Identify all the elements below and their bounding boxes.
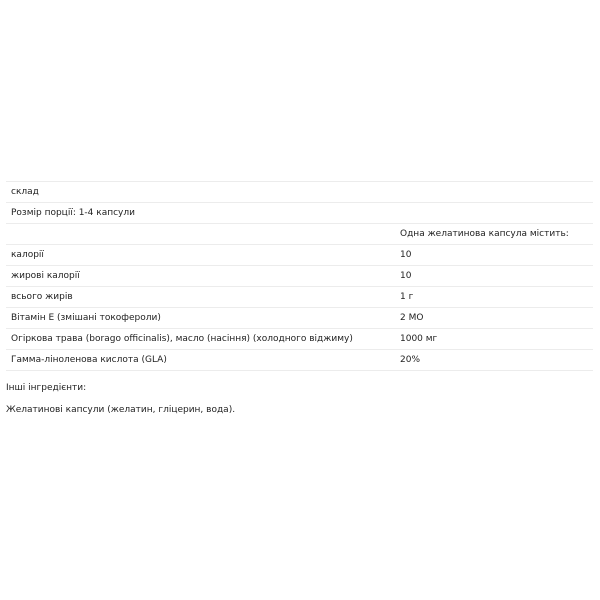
nutrient-value: 10 <box>395 245 593 266</box>
table-row <box>6 266 593 287</box>
nutrient-value: 1000 мг <box>395 329 593 350</box>
nutrient-name: калорії <box>6 245 395 266</box>
nutrient-name: Гамма-ліноленова кислота (GLA) <box>6 350 395 371</box>
nutrient-name: жирові калорії <box>6 266 395 287</box>
table-row <box>6 287 593 308</box>
nutrient-value: 2 МО <box>395 308 593 329</box>
header-empty-cell <box>6 224 395 245</box>
table-title: склад <box>6 182 593 203</box>
table-title-row <box>6 182 593 203</box>
serving-size: Розмір порції: 1-4 капсули <box>6 203 593 224</box>
composition-table <box>6 181 593 371</box>
nutrient-name: Вітамін Е (змішані токофероли) <box>6 308 395 329</box>
serving-size-row <box>6 203 593 224</box>
nutrient-name: всього жирів <box>6 287 395 308</box>
other-ingredients-text: Желатинові капсули (желатин, гліцерин, вода). <box>6 405 236 415</box>
table-row <box>6 308 593 329</box>
table-row <box>6 350 593 371</box>
table-header-row <box>6 224 593 245</box>
nutrient-value: 20% <box>395 350 593 371</box>
table-row <box>6 329 593 350</box>
table-row <box>6 245 593 266</box>
header-value: Одна желатинова капсула містить: <box>395 224 593 245</box>
nutrient-value: 1 г <box>395 287 593 308</box>
other-ingredients-title: Інші інгредієнти: <box>6 383 87 393</box>
nutrient-name: Огіркова трава (borago officinalis), масло (насіння) (холодного віджиму) <box>6 329 395 350</box>
nutrient-value: 10 <box>395 266 593 287</box>
